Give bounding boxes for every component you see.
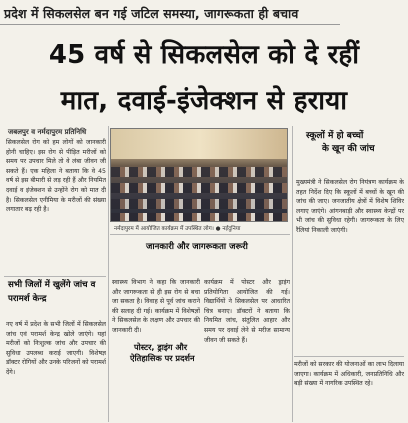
story-strap	[0, 0, 408, 26]
column-divider	[108, 126, 109, 422]
photo-audience-row	[111, 213, 288, 222]
photo-audience-row	[111, 199, 288, 209]
subhead-district-centres: सभी जिलों में खुलेंगे जांच व	[8, 280, 96, 290]
section-rule	[110, 234, 290, 235]
subhead-awareness: जानकारी और जागरूकता जरूरी	[146, 242, 248, 252]
article-column-5: मुख्यमंत्री ने सिकलसेल रोग नियंत्रण कार्यक्रम के तहत निर्देश दिए कि स्कूलों में बच्चों के खून की जांच की जाए। जनजातीय क्षेत्रों में विशेष शिविर लगाए जाएंगे। आंगनबाड़ी और स्वास्थ्य केन्द्रों पर भी जांच की सुविधा रहेगी। जागरूकता के लिए रैलियां निकाली जाएंगी।	[296, 179, 404, 234]
subhead-poster-2: ऐतिहासिक पर प्रदर्शन	[130, 353, 195, 363]
article-column-3: कार्यक्रम में पोस्टर और ड्राइंग प्रतियोगिता आयोजित की गई। विद्यार्थियों ने सिकलसेल पर आधारित चित्र बनाए। डॉक्टरों ने बताया कि नियमित जांच, संतुलित आहार और समय पर दवाई लेने से मरीज सामान्य जीवन जी सकते हैं।	[204, 279, 290, 344]
section-rule	[294, 356, 404, 357]
article-column-1b: नए वर्ष में प्रदेश के सभी जिलों में सिकलसेल जांच एवं परामर्श केन्द्र खोले जाएंगे। यहां मरीजों को निःशुल्क जांच और उपचार की सुविधा उपलब्ध कराई जाएगी। विशेषज्ञ डॉक्टर रोगियों और उनके परिजनों को परामर्श देंगे।	[6, 321, 106, 376]
subhead-poster: पोस्टर, ड्राइंग और	[134, 342, 188, 352]
photo-stage	[111, 129, 288, 159]
subhead-school-tests-2: के खून की जांच	[322, 144, 375, 154]
article-column-4: मरीजों को सरकार की योजनाओं का लाभ दिलाया जाएगा। कार्यक्रम में अधिकारी, जनप्रतिनिधि और बड़ी संख्या में नागरिक उपस्थित रहे।	[294, 361, 404, 388]
photo-audience-row	[111, 167, 288, 177]
subhead-school-tests: स्कूलों में हो बच्चों	[306, 131, 364, 141]
article-column-2: स्वास्थ्य विभाग ने कहा कि जानकारी और जागरूकता से ही इस रोग से बचा जा सकता है। विवाह से पूर्व जांच कराने की सलाह दी गई। कार्यक्रम में विशेषज्ञों ने सिकलसेल के लक्षण और उपचार की जानकारी दी।	[112, 279, 200, 334]
photo-caption: नर्मदापुरम में आयोजित कार्यक्रम में उपस्थित लोग। ● नईदुनिया	[114, 226, 241, 232]
byline: जबलपुर व नर्मदापुरम प्रतिनिधि	[8, 128, 87, 136]
photo-audience-row	[111, 183, 288, 193]
main-headline-line-2: मात, दवाई-इंजेक्शन से हराया	[60, 86, 348, 116]
section-rule	[4, 276, 106, 277]
subhead-district-centres-2: परामर्श केन्द्र	[8, 294, 47, 304]
event-photo	[110, 128, 288, 222]
main-headline-line-1: 45 वर्ष से सिकलसेल को दे रहीं	[48, 40, 360, 70]
strap-headline: प्रदेश में सिकलसेल बन गई जटिल समस्या, जागरूकता ही बचाव	[4, 6, 299, 21]
article-column-1: सिकलसेल रोग को हम लोगों को जानकारी होनी चाहिए। इस रोग से पीड़ित मरीजों को समय पर उपचार मिले तो वे लंबा जीवन जी सकते हैं। एक महिला ने बताया कि वे 45 वर्ष से इस बीमारी से लड़ रही हैं और नियमित दवाई व इंजेक्शन से उन्होंने रोग को मात दी है। सिकलसेल एनीमिया के मरीजों की संख्या लगातार बढ़ रही है।	[6, 139, 106, 214]
strap-rule	[0, 24, 340, 25]
column-divider	[292, 126, 293, 422]
